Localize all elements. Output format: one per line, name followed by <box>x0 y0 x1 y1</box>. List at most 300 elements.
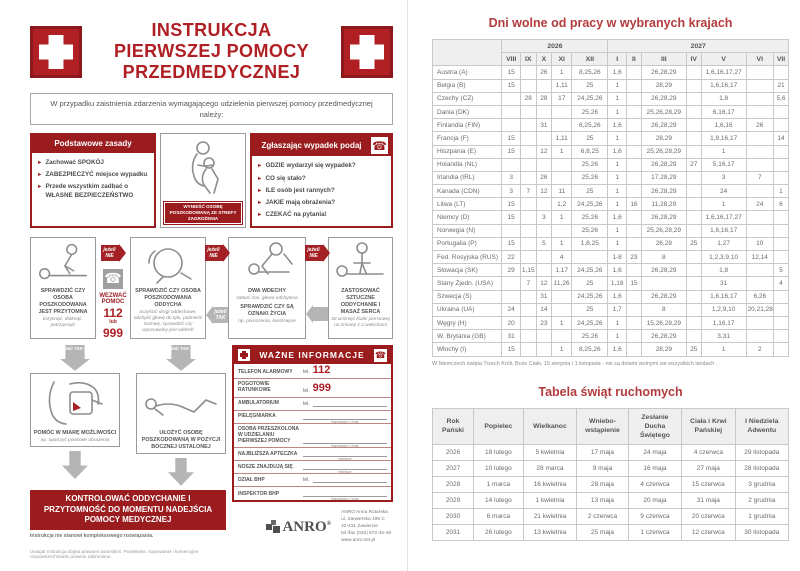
table-cell <box>773 251 788 264</box>
table-cell <box>520 316 536 329</box>
table-cell: 1 <box>608 171 627 184</box>
fill-in-line <box>303 413 387 424</box>
step-note: zatkać nos, głowa odchylona <box>236 295 298 301</box>
recovery-position-box <box>136 373 226 454</box>
info-row <box>234 487 391 500</box>
table-cell: 25,26 <box>572 171 608 184</box>
call-help-column <box>96 237 130 339</box>
table-cell <box>746 224 773 237</box>
table-cell: 30 listopada <box>735 525 788 541</box>
table-cell <box>502 158 521 171</box>
fill-in-line <box>313 400 387 407</box>
table-cell: 13 kwietnia <box>523 525 576 541</box>
list-item-label: ZABEZPIECZYĆ miejsce wypadku <box>45 171 148 179</box>
phone-icon: ☎ <box>374 349 387 360</box>
table-cell <box>626 343 641 356</box>
info-value: 112 <box>312 363 331 376</box>
table-cell: 27 maja <box>682 461 735 477</box>
publisher-contact <box>341 510 391 545</box>
table-cell: 31 <box>701 277 746 290</box>
contact-line: 42-431 Zawiercie <box>341 524 378 530</box>
table-cell: 28,29 <box>641 79 686 92</box>
table-cell: 5 <box>773 264 788 277</box>
info-row <box>234 411 391 424</box>
table-cell: 1,7 <box>608 303 627 316</box>
table-cell <box>520 330 536 343</box>
table-cell <box>686 330 701 343</box>
important-info-column <box>232 345 393 559</box>
table-cell: 1,6 <box>608 343 627 356</box>
table-cell: 26,28 <box>641 237 686 250</box>
bandaging-illustration <box>33 376 117 428</box>
table-cell <box>552 158 572 171</box>
evacuation-illustration <box>163 136 243 201</box>
poster-title-line: INSTRUKCJA <box>151 20 272 40</box>
branch-title: POMÓC W MIARĘ MOŻLIWOŚCI <box>33 429 117 436</box>
fill-in-line <box>313 476 387 483</box>
table-cell <box>626 264 641 277</box>
month-header: XII <box>572 53 608 66</box>
table-cell: 1 marca <box>473 477 523 493</box>
table-cell: 7 <box>746 171 773 184</box>
table-cell: 3,31 <box>701 330 746 343</box>
table-cell <box>686 119 701 132</box>
table-cell <box>552 224 572 237</box>
table-row <box>433 198 789 211</box>
arrow-bullet-icon: ► <box>257 200 263 207</box>
table-cell <box>520 119 536 132</box>
table-row <box>433 119 789 132</box>
table-cell: 6 marca <box>473 509 523 525</box>
table-cell: 26,28,29 <box>641 158 686 171</box>
fill-in-hint: Nazwisko i imię <box>331 443 359 449</box>
table-cell: 2028 <box>433 477 474 493</box>
down-arrow-icon <box>62 451 88 479</box>
publisher-block <box>232 510 393 545</box>
table-cell <box>536 105 552 118</box>
table-cell <box>773 237 788 250</box>
list-item <box>257 175 387 184</box>
table-cell: 26 <box>536 171 552 184</box>
fill-in-line <box>303 450 387 462</box>
table-cell: 31 <box>502 330 521 343</box>
column-header: Rok Pański <box>433 408 474 445</box>
table-cell: 12 czerwca <box>682 525 735 541</box>
table-cell: 26,28,29 <box>641 92 686 105</box>
if-yes-then-arrow-icon <box>60 345 90 371</box>
table-cell: 11,26 <box>552 277 572 290</box>
table-row <box>433 66 789 79</box>
check-breathing-illustration <box>133 240 203 286</box>
report-questions-list <box>252 156 391 225</box>
table-cell: 6,25,26 <box>572 119 608 132</box>
rescue-breaths-illustration <box>231 240 303 286</box>
info-label: AMBULATORIUM <box>238 400 279 407</box>
table-cell: 1,6 <box>608 119 627 132</box>
info-label: TELEFON ALARMOWY <box>238 368 293 375</box>
table-cell: 1 czerwca <box>628 525 681 541</box>
arrow-bullet-icon: ► <box>37 159 43 166</box>
table-row <box>433 92 789 105</box>
important-info-box <box>232 345 393 503</box>
table-cell: 13 maja <box>577 493 629 509</box>
table-cell: 31 <box>536 119 552 132</box>
table-cell: 1 <box>608 316 627 329</box>
table-cell <box>502 290 521 303</box>
table-cell <box>520 343 536 356</box>
table-cell <box>773 303 788 316</box>
table-cell <box>626 224 641 237</box>
table-cell: 28 <box>520 92 536 105</box>
table-row <box>433 509 789 525</box>
country-cell: Czechy (CZ) <box>433 92 502 105</box>
table-cell: 20 czerwca <box>682 509 735 525</box>
month-header: V <box>701 53 746 66</box>
month-header: VII <box>773 53 788 66</box>
list-item <box>257 162 387 171</box>
arrow-bullet-icon: ► <box>257 163 263 170</box>
poster-title-line: PRZEDMEDYCZNEJ <box>122 62 301 83</box>
table-cell: 2 czerwca <box>577 509 629 525</box>
table-cell <box>502 92 521 105</box>
table-row <box>433 277 789 290</box>
if-no-arrow-icon: jeżeli NIE <box>101 245 119 261</box>
list-item <box>37 171 150 180</box>
branch-recovery-position <box>136 345 226 486</box>
contact-line: ANRO Anna Rotarska <box>341 510 388 516</box>
table-cell <box>552 303 572 316</box>
year-header-row <box>433 40 789 53</box>
step-title: SPRAWDZIĆ CZY OSOBA POSZKODOWANA ODDYCHA <box>135 287 201 308</box>
table-cell <box>552 105 572 118</box>
table-cell: 28 listopada <box>735 461 788 477</box>
table-row <box>433 303 789 316</box>
month-header: II <box>626 53 641 66</box>
table-cell <box>773 290 788 303</box>
table-row <box>433 224 789 237</box>
table-cell <box>686 132 701 145</box>
if-yes-then-arrow-icon <box>166 345 196 371</box>
table-cell: 1,8,16,17 <box>701 132 746 145</box>
table-cell: 1 <box>608 224 627 237</box>
year-header: 2027 <box>608 40 789 53</box>
table-cell: 1 <box>552 316 572 329</box>
step-note: krzyknąć, dotknąć, potrząsnąć! <box>43 316 83 328</box>
basic-rules-box <box>30 133 156 227</box>
table-cell: 26,28,29 <box>641 119 686 132</box>
contact-line: tel./fax (032) 672-42-48 <box>341 531 391 537</box>
table-cell: 1,11 <box>552 132 572 145</box>
table-cell: 25,26 <box>572 330 608 343</box>
country-cell: Francja (F) <box>433 132 502 145</box>
poster-disclaimer: Instrukcja nie stanowi kompleksowego rozwiązania. <box>30 533 154 540</box>
table-cell: 1,16,17 <box>701 316 746 329</box>
table-row <box>433 145 789 158</box>
table-cell <box>626 211 641 224</box>
table-cell: 1 <box>608 158 627 171</box>
table-cell: 6,26 <box>746 290 773 303</box>
evacuation-caption: WYNIEŚĆ OSOBĘ POSZKODOWANĄ ZE STREFY ZAGROŻENIA <box>163 201 243 225</box>
year-header: 2026 <box>502 40 608 53</box>
table-cell <box>552 330 572 343</box>
table-cell: 1,6,16,17 <box>701 290 746 303</box>
info-label: PIELĘGNIARKA <box>238 413 276 420</box>
list-item-label: JAKIE mają obrażenia? <box>265 199 336 207</box>
table-cell: 21 kwietnia <box>523 509 576 525</box>
table-cell: 21 <box>773 79 788 92</box>
step-rescue-breaths <box>228 237 306 339</box>
table-cell <box>536 343 552 356</box>
table-cell: 15 <box>502 343 521 356</box>
table-cell: 26,28,29 <box>641 185 686 198</box>
table-cell: 2027 <box>433 461 474 477</box>
table-cell: 1,8 <box>701 92 746 105</box>
table-cell: 1,6 <box>608 211 627 224</box>
table-cell: 31 maja <box>682 493 735 509</box>
step-note: oczyścić drogi oddechowe, odchylić głowę do tyłu, podnieść żuchwę, sprawdzić czy wyczuwalny jest oddech <box>133 309 203 334</box>
poster-copyright: Uwaga! Instrukcja objęta prawami autorskimi. Powielanie, kopiowanie i komercyjne rozpowszechnianie prawnie zabronione. <box>30 549 199 560</box>
table-cell <box>773 66 788 79</box>
table-cell <box>686 224 701 237</box>
column-header: Popielec <box>473 408 523 445</box>
table-cell: 20 <box>502 316 521 329</box>
table-cell: 6,8,25 <box>572 145 608 158</box>
column-header: Ciała i Krwi Pańskiej <box>682 408 735 445</box>
fill-in-hint: miejsce <box>338 469 352 475</box>
table-cell: 2 grudnia <box>735 493 788 509</box>
month-header: VI <box>746 53 773 66</box>
table-cell <box>520 66 536 79</box>
country-cell: Niemcy (D) <box>433 211 502 224</box>
table-cell <box>773 158 788 171</box>
info-label: POGOTOWIE RATUNKOWE <box>238 381 271 394</box>
call-help-title: WEZWAĆ POMOC <box>99 292 127 305</box>
table-cell <box>641 277 686 290</box>
table-cell: 7 <box>520 185 536 198</box>
step-title: ZASTOSOWAĆ SZTUCZNE ODDYCHANIE I MASAŻ SERCA <box>340 287 381 315</box>
table-cell: 1 <box>608 92 627 105</box>
table-cell <box>626 145 641 158</box>
table-cell: 1,6 <box>608 66 627 79</box>
table-cell: 11,28,29 <box>641 198 686 211</box>
table-body <box>433 66 789 356</box>
table-cell: 12,14 <box>746 251 773 264</box>
arrow-bullet-icon: ► <box>37 184 43 191</box>
table-cell <box>746 211 773 224</box>
table-cell: 31 <box>536 290 552 303</box>
table-cell: 25 <box>572 79 608 92</box>
tel-prefix: tel. <box>303 387 310 394</box>
table-cell: 1,6,16,17,27 <box>701 66 746 79</box>
table-cell: 1,8 <box>701 264 746 277</box>
report-accident-header <box>252 135 391 156</box>
table-cell: 25,26 <box>572 105 608 118</box>
table-cell: 8 <box>641 251 686 264</box>
important-info-rows <box>234 364 391 501</box>
table-cell <box>520 290 536 303</box>
table-cell: 28 marca <box>523 461 576 477</box>
table-cell: 3 <box>701 171 746 184</box>
table-cell: 1 <box>552 237 572 250</box>
table-cell <box>536 132 552 145</box>
table-cell: 3 grudnia <box>735 477 788 493</box>
principles-row <box>30 133 393 227</box>
table-cell <box>686 105 701 118</box>
list-item <box>257 187 387 196</box>
table-cell: 17,28,29 <box>641 171 686 184</box>
table-cell: 4 czerwca <box>682 445 735 461</box>
if-yes-branches <box>30 345 226 559</box>
table-cell: 3 <box>536 211 552 224</box>
check-conscious-illustration <box>33 240 93 286</box>
month-header: VIII <box>502 53 521 66</box>
table-cell: 4 czerwca <box>628 477 681 493</box>
country-cell: Austria (A) <box>433 66 502 79</box>
table-cell: 1 <box>701 145 746 158</box>
table-cell <box>536 224 552 237</box>
fill-in-hint: Nazwisko i imię <box>331 496 359 502</box>
table-cell <box>626 132 641 145</box>
table-cell <box>686 171 701 184</box>
table-cell: 1 <box>552 145 572 158</box>
table-cell: 17 maja <box>577 445 629 461</box>
holidays-table-title: Dni wolne od pracy w wybranych krajach <box>488 16 733 30</box>
list-item <box>37 159 150 168</box>
table-cell <box>746 92 773 105</box>
table-cell <box>626 330 641 343</box>
table-cell: 12 <box>536 185 552 198</box>
table-cell: 1,6,16,17 <box>701 224 746 237</box>
recovery-position-illustration <box>139 376 223 428</box>
table-cell <box>686 198 701 211</box>
table-cell <box>773 330 788 343</box>
table-cell: 2 <box>746 343 773 356</box>
table-cell <box>520 158 536 171</box>
info-row <box>234 474 391 487</box>
basic-rules-list <box>32 153 154 206</box>
table-cell <box>746 158 773 171</box>
table-cell: 4 <box>552 251 572 264</box>
table-row <box>433 477 789 493</box>
table-cell: 15 <box>502 237 521 250</box>
table-cell <box>686 316 701 329</box>
table-cell <box>552 119 572 132</box>
table-cell <box>520 237 536 250</box>
table-cell: 8 <box>641 303 686 316</box>
table-cell <box>520 224 536 237</box>
table-cell <box>686 185 701 198</box>
table-cell <box>746 79 773 92</box>
table-cell: 4 <box>773 277 788 290</box>
table-cell <box>746 132 773 145</box>
arrow-bullet-icon: ► <box>257 187 263 194</box>
table-header <box>433 40 789 66</box>
info-value: 999 <box>312 382 332 395</box>
table-cell: 24,25,26 <box>572 290 608 303</box>
table-cell: 10 lutego <box>473 461 523 477</box>
table-cell: 20 maja <box>628 493 681 509</box>
table-cell: 1 grudnia <box>735 509 788 525</box>
country-cell: Hiszpania (E) <box>433 145 502 158</box>
info-label: INSPEKTOR BHP <box>238 491 280 498</box>
table-cell <box>686 145 701 158</box>
table-cell: 2026 <box>433 445 474 461</box>
table-cell <box>520 251 536 264</box>
table-cell: 7 <box>520 277 536 290</box>
table-cell <box>626 105 641 118</box>
if-yes-arrow-icon: jeżeli TAK <box>214 308 227 321</box>
info-label: NOSZE ZNAJDUJĄ SIĘ <box>238 464 293 471</box>
table-row <box>433 493 789 509</box>
table-cell: 24,25,26 <box>572 264 608 277</box>
table-cell: 25,26,28,29 <box>641 105 686 118</box>
call-or-label: lub <box>109 318 117 325</box>
table-cell: 25,26,28,29 <box>641 145 686 158</box>
fill-in-line <box>303 437 387 449</box>
flow-connector <box>206 237 228 339</box>
table-cell: 1,8,25 <box>572 237 608 250</box>
table-cell: 25,26 <box>572 158 608 171</box>
emergency-number-999: 999 <box>102 325 124 340</box>
table-cell: 25 maja <box>577 525 629 541</box>
table-cell: 8,25,26 <box>572 343 608 356</box>
first-aid-flowchart <box>30 237 393 339</box>
table-cell: 12 <box>536 277 552 290</box>
table-cell: 25 <box>572 185 608 198</box>
table-cell <box>773 211 788 224</box>
table-cell: 1,2,3,9,10 <box>701 251 746 264</box>
table-cell: 1,6 <box>608 290 627 303</box>
table-cell <box>626 316 641 329</box>
table-cell: 1,2 <box>552 198 572 211</box>
table-cell: 1 <box>608 79 627 92</box>
table-cell <box>773 119 788 132</box>
table-cell: 16 <box>626 198 641 211</box>
report-accident-title: Zgłaszając wypadek podaj <box>261 140 362 150</box>
table-cell <box>686 290 701 303</box>
table-cell <box>520 79 536 92</box>
table-cell: 1 <box>608 237 627 250</box>
table-cell: 22 <box>502 251 521 264</box>
table-cell: 1 <box>701 198 746 211</box>
table-cell: 25 <box>572 132 608 145</box>
phone-icon: ☎ <box>372 138 387 153</box>
list-item-label: CZEKAĆ na pytania! <box>265 211 327 219</box>
if-no-arrow-icon: jeżeli NIE <box>305 245 323 261</box>
country-cell: Fed. Rosyjska (RUS) <box>433 251 502 264</box>
table-cell: 1 <box>552 211 572 224</box>
table-cell <box>746 145 773 158</box>
table-cell <box>536 264 552 277</box>
step-cpr <box>328 237 393 339</box>
table-cell: 15 <box>502 132 521 145</box>
movable-feasts-table <box>432 408 789 542</box>
table-row <box>433 445 789 461</box>
list-item-label: GDZIE wydarzył się wypadek? <box>265 162 356 170</box>
contact-line: ul. Siewierska 196 C <box>341 517 385 523</box>
table-cell <box>626 79 641 92</box>
column-header: Wielkanoc <box>523 408 576 445</box>
country-cell: Węgry (H) <box>433 316 502 329</box>
table-cell: 24 <box>746 198 773 211</box>
country-cell: Ukraina (UA) <box>433 303 502 316</box>
month-header: IX <box>520 53 536 66</box>
table-header <box>433 408 789 445</box>
country-cell: Irlandia (IRL) <box>433 171 502 184</box>
down-arrow-icon <box>168 458 194 486</box>
step-title: SPRAWDZIĆ CZY OSOBA POSZKODOWANA JEST PRZYTOMNA <box>38 287 88 315</box>
table-cell: 10 <box>746 237 773 250</box>
